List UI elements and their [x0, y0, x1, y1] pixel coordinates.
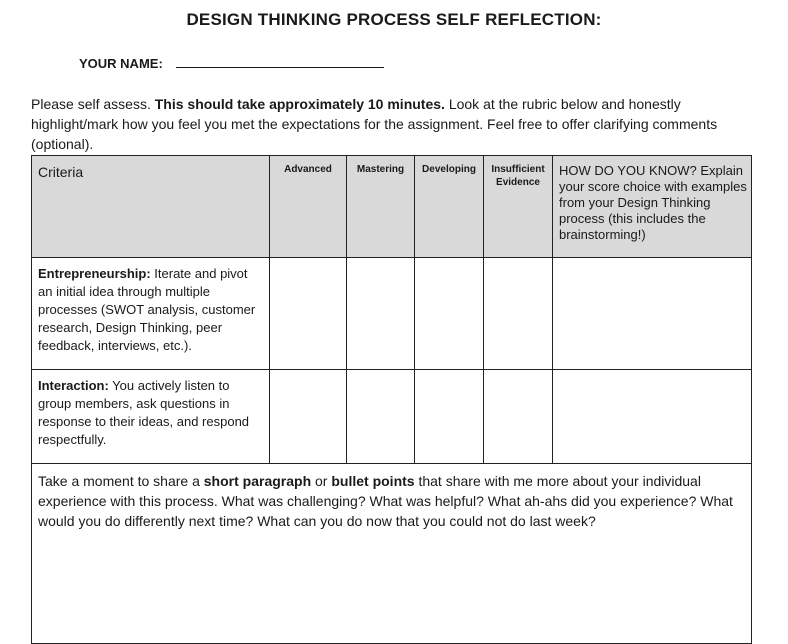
instructions-text-1: Please self assess. — [31, 96, 155, 112]
cell-explanation[interactable] — [553, 370, 752, 464]
name-label: YOUR NAME: — [79, 56, 163, 71]
header-advanced: Advanced — [270, 156, 347, 258]
reflection-bold-1: short paragraph — [203, 473, 312, 489]
instructions-time-note: This should take approximately 10 minutes. — [154, 96, 445, 112]
name-row — [79, 56, 384, 71]
cell-insufficient-evidence[interactable] — [484, 258, 553, 370]
reflection-text-2: or — [311, 473, 332, 489]
criterion-title: Interaction: — [38, 378, 109, 393]
criterion-title: Entrepreneurship: — [38, 266, 151, 281]
rubric-header-row — [32, 156, 752, 258]
cell-mastering[interactable] — [347, 370, 415, 464]
header-mastering: Mastering — [347, 156, 415, 258]
page-title: DESIGN THINKING PROCESS SELF REFLECTION: — [186, 10, 602, 29]
reflection-bold-2: bullet points — [331, 473, 415, 489]
header-how-do-you-know: HOW DO YOU KNOW? Explain your score choice with examples from your Design Thinking process (this includes the brainstorming!) — [553, 156, 752, 258]
reflection-text-3: that share with me more about your individual experience with this process. What was challenging? What was helpful? What ah-ahs did you experience? What would you do differently next time? What can you do now that you could not do last week? — [38, 473, 733, 529]
header-developing: Developing — [415, 156, 484, 258]
cell-advanced[interactable] — [270, 258, 347, 370]
criterion-entrepreneurship — [32, 258, 270, 370]
header-insufficient-evidence: Insufficient Evidence — [484, 156, 553, 258]
rubric-row-interaction — [32, 370, 752, 464]
cell-developing[interactable] — [415, 258, 484, 370]
instructions-paragraph — [31, 94, 751, 154]
cell-advanced[interactable] — [270, 370, 347, 464]
cell-mastering[interactable] — [347, 258, 415, 370]
cell-developing[interactable] — [415, 370, 484, 464]
criterion-description: You actively listen to group members, ask questions in response to their ideas, and respond respectfully. — [38, 378, 250, 447]
rubric-row-entrepreneurship — [32, 258, 752, 370]
rubric-table — [31, 155, 752, 644]
name-blank-line[interactable] — [176, 57, 384, 68]
header-criteria: Criteria — [32, 156, 270, 258]
reflection-row — [32, 464, 752, 644]
reflection-text-1: Take a moment to share a — [38, 473, 204, 489]
cell-explanation[interactable] — [553, 258, 752, 370]
cell-insufficient-evidence[interactable] — [484, 370, 553, 464]
criterion-interaction — [32, 370, 270, 464]
criterion-description: Iterate and pivot an initial idea through multiple processes (SWOT analysis, customer research, Design Thinking, peer feedback, interviews, etc.). — [38, 266, 256, 353]
instructions-text-2: Look at the rubric below and honestly highlight/mark how you feel you met the expectations for the assignment. Feel free to offer clarifying comments (optional). — [31, 96, 718, 152]
reflection-box[interactable] — [32, 464, 752, 644]
